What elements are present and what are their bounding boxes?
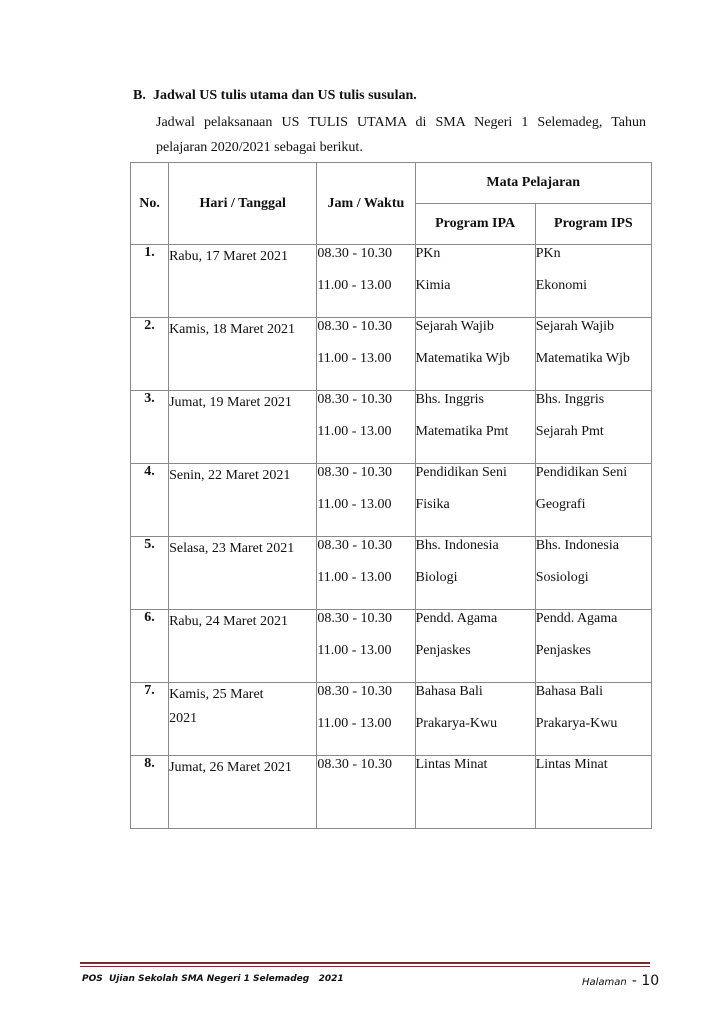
ipa-line: Prakarya-Kwu [415, 716, 498, 731]
jam-line: 08.30 - 10.30 [317, 392, 392, 407]
row-jam [317, 610, 415, 683]
ips-line: Geografi [535, 497, 586, 512]
ipa-line: Sejarah Wajib [415, 319, 494, 334]
ips-line: Prakarya-Kwu [535, 716, 618, 731]
row-hari-tanggal [169, 683, 317, 756]
hari-tanggal-text: Kamis, 25 Maret [169, 687, 264, 702]
hari-tanggal-text: Senin, 22 Maret 2021 [169, 468, 291, 483]
ipa-line: Biologi [415, 570, 458, 585]
ips-line: PKn [535, 246, 561, 261]
ips-line: Penjaskes [535, 643, 591, 658]
section-title: Jadwal US tulis utama dan US tulis susulan. [153, 88, 417, 103]
ipa-line: Fisika [415, 497, 450, 512]
row-ipa [415, 610, 535, 683]
jam-line: 08.30 - 10.30 [317, 538, 392, 553]
row-hari-tanggal [169, 610, 317, 683]
jam-line: 08.30 - 10.30 [317, 465, 392, 480]
header-jam-waktu: Jam / Waktu [317, 163, 415, 245]
footer-page-number: - 10 [631, 973, 660, 989]
footer-document-title: POS Ujian Sekolah SMA Negeri 1 Selemadeg 2021 [82, 974, 344, 984]
table-row [131, 610, 652, 683]
row-ipa [415, 391, 535, 464]
ips-line: Sejarah Pmt [535, 424, 604, 439]
ipa-line: Bahasa Bali [415, 684, 483, 699]
footer-page-indicator [582, 970, 659, 989]
jam-line: 08.30 - 10.30 [317, 246, 392, 261]
row-jam [317, 537, 415, 610]
ips-line: Pendidikan Seni [535, 465, 628, 480]
row-ipa [415, 318, 535, 391]
table-row [131, 683, 652, 756]
hari-tanggal-text: Jumat, 19 Maret 2021 [169, 395, 292, 410]
ips-line: Sejarah Wajib [535, 319, 615, 334]
ipa-line: Penjaskes [415, 643, 471, 658]
row-jam [317, 683, 415, 756]
intro-line-2: pelajaran 2020/2021 sebagai berikut. [156, 140, 363, 155]
row-hari-tanggal [169, 756, 317, 829]
jam-line: 11.00 - 13.00 [317, 497, 392, 512]
row-jam [317, 245, 415, 318]
ipa-line: Matematika Pmt [415, 424, 509, 439]
row-number: 4. [131, 464, 169, 537]
ipa-line: Bhs. Inggris [415, 392, 484, 407]
ips-line: Bhs. Indonesia [535, 538, 619, 553]
row-hari-tanggal [169, 318, 317, 391]
header-hari-tanggal: Hari / Tanggal [169, 163, 317, 245]
ips-line: Lintas Minat [535, 757, 608, 772]
ips-line: Pendd. Agama [535, 611, 618, 626]
header-program-ipa: Program IPA [415, 204, 535, 245]
table-row [131, 245, 652, 318]
row-ipa [415, 756, 535, 829]
hari-tanggal-text: 2021 [169, 711, 198, 726]
row-ips [535, 464, 651, 537]
row-number: 8. [131, 756, 169, 829]
table-row [131, 537, 652, 610]
row-ipa [415, 245, 535, 318]
row-number: 6. [131, 610, 169, 683]
jam-line: 08.30 - 10.30 [317, 684, 392, 699]
footer-page-label: Halaman [582, 977, 627, 988]
jam-line: 11.00 - 13.00 [317, 570, 392, 585]
table-row [131, 318, 652, 391]
table-row [131, 756, 652, 829]
hari-tanggal-text: Kamis, 18 Maret 2021 [169, 322, 296, 337]
ipa-line: PKn [415, 246, 441, 261]
header-mata-pelajaran: Mata Pelajaran [415, 163, 652, 204]
jam-line: 11.00 - 13.00 [317, 424, 392, 439]
row-ips [535, 537, 651, 610]
ips-line: Ekonomi [535, 278, 588, 293]
jam-line: 11.00 - 13.00 [317, 278, 392, 293]
ips-line: Sosiologi [535, 570, 589, 585]
hari-tanggal-text: Rabu, 17 Maret 2021 [169, 249, 289, 264]
row-hari-tanggal [169, 464, 317, 537]
row-jam [317, 318, 415, 391]
intro-line-1: Jadwal pelaksanaan US TULIS UTAMA di SMA Negeri 1 Selemadeg, Tahun [156, 115, 646, 130]
ipa-line: Lintas Minat [415, 757, 488, 772]
header-no: No. [131, 163, 169, 245]
hari-tanggal-text: Rabu, 24 Maret 2021 [169, 614, 289, 629]
row-number: 2. [131, 318, 169, 391]
table-row [131, 464, 652, 537]
ips-line: Bahasa Bali [535, 684, 603, 699]
row-hari-tanggal [169, 391, 317, 464]
hari-tanggal-text: Jumat, 26 Maret 2021 [169, 760, 292, 775]
row-number: 1. [131, 245, 169, 318]
row-ips [535, 318, 651, 391]
row-ips [535, 610, 651, 683]
ips-line: Bhs. Inggris [535, 392, 605, 407]
intro-paragraph [156, 110, 646, 160]
row-jam [317, 756, 415, 829]
row-hari-tanggal [169, 537, 317, 610]
row-ipa [415, 537, 535, 610]
footer-rule-thin [80, 966, 650, 967]
jam-line: 11.00 - 13.00 [317, 643, 392, 658]
row-ips [535, 756, 651, 829]
ipa-line: Matematika Wjb [415, 351, 510, 366]
row-ips [535, 391, 651, 464]
row-jam [317, 391, 415, 464]
row-ips [535, 245, 651, 318]
schedule-table [130, 162, 652, 829]
ipa-line: Bhs. Indonesia [415, 538, 499, 553]
jam-line: 08.30 - 10.30 [317, 319, 392, 334]
row-ipa [415, 683, 535, 756]
schedule-body [131, 245, 652, 829]
jam-line: 11.00 - 13.00 [317, 351, 392, 366]
section-heading [133, 88, 417, 104]
section-letter: B. [133, 88, 146, 103]
ips-line: Matematika Wjb [535, 351, 630, 366]
ipa-line: Pendd. Agama [415, 611, 498, 626]
footer-rule-thick [80, 962, 650, 964]
hari-tanggal-text: Selasa, 23 Maret 2021 [169, 541, 295, 556]
row-ipa [415, 464, 535, 537]
row-number: 7. [131, 683, 169, 756]
table-row [131, 391, 652, 464]
jam-line: 08.30 - 10.30 [317, 611, 392, 626]
jam-line: 11.00 - 13.00 [317, 716, 392, 731]
ipa-line: Pendidikan Seni [415, 465, 507, 480]
row-hari-tanggal [169, 245, 317, 318]
row-ips [535, 683, 651, 756]
row-number: 5. [131, 537, 169, 610]
row-number: 3. [131, 391, 169, 464]
row-jam [317, 464, 415, 537]
jam-line: 08.30 - 10.30 [317, 757, 392, 772]
ipa-line: Kimia [415, 278, 451, 293]
header-program-ips: Program IPS [535, 204, 651, 245]
